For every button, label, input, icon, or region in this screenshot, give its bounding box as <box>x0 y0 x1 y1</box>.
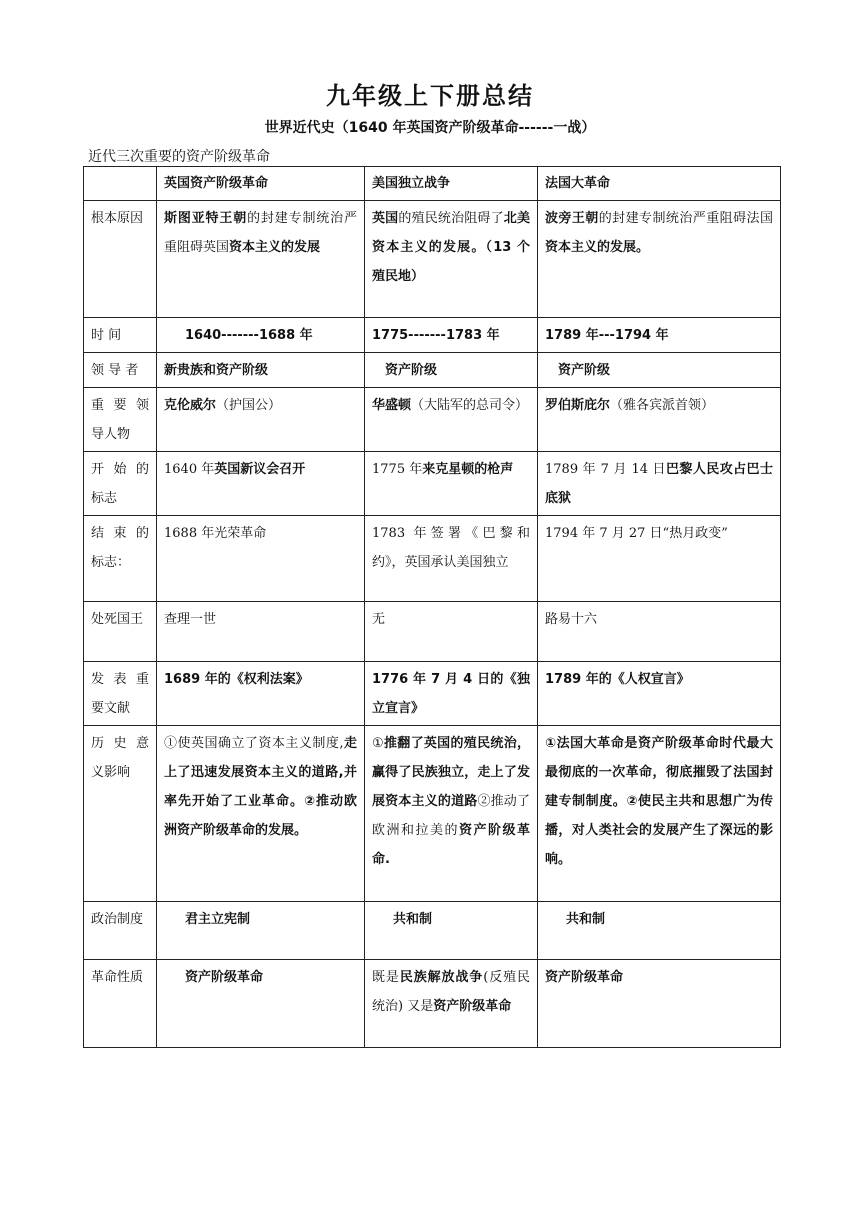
row-label: 领 导 者 <box>84 353 157 388</box>
row-label: 处死国王 <box>84 602 157 662</box>
row-label: 结 束 的标志： <box>84 516 157 602</box>
bold-text: 1775-------1783 年 <box>372 328 500 343</box>
table-cell <box>157 960 365 1048</box>
table-row <box>84 318 781 353</box>
table-cell <box>365 516 538 602</box>
bold-text: 资产阶级革命 <box>433 999 512 1014</box>
cell-text: 无 <box>372 612 386 627</box>
bold-text: 1789 年---1794 年 <box>545 328 669 343</box>
bold-text: 君主立宪制 <box>185 912 251 927</box>
bold-text: 推翻了英国的殖民统治，赢得了民族独立，走上了发展资本主义的道路 <box>372 736 530 809</box>
page-title: 九年级上下册总结 <box>326 82 534 110</box>
table-cell <box>538 726 781 902</box>
table-cell <box>365 318 538 353</box>
cell-text: （大陆军的总司令） <box>411 398 529 413</box>
cell-text: ②推动了欧洲和拉美的 <box>372 794 530 838</box>
bold-text: 资产阶级革命 <box>545 970 624 985</box>
table-cell <box>365 662 538 726</box>
bold-text: 走上了迅速发展资本主义的道路,并率先开始了工业革命。 <box>164 736 357 809</box>
table-cell <box>157 902 365 960</box>
bold-text: 克伦威尔 <box>164 398 217 413</box>
bold-text: 斯图亚特王朝 <box>164 211 248 226</box>
bold-text: 罗伯斯庇尔 <box>545 398 611 413</box>
table-cell <box>157 201 365 318</box>
bold-text: 1789 年的《人权宣言》 <box>545 672 690 687</box>
bold-text: 资产阶级革命. <box>372 823 530 867</box>
row-label: 革命性质 <box>84 960 157 1048</box>
table-row <box>84 201 781 318</box>
table-cell <box>365 452 538 516</box>
cell-text: （护国公） <box>216 398 282 413</box>
cell-text: 1789 年 7 月 14 日 <box>545 462 666 477</box>
table-cell <box>157 388 365 452</box>
table-cell <box>157 318 365 353</box>
table-row <box>84 388 781 452</box>
bold-text: ②使民主共和思想广为传播，对人类社会的发展产生了深远的影响。 <box>545 794 773 867</box>
cell-text: （雅各宾派首领） <box>610 398 715 413</box>
header-cell-english: 英国资产阶级革命 <box>157 167 365 201</box>
table-cell <box>538 602 781 662</box>
bold-text: 资产阶级革命 <box>185 970 264 985</box>
bold-text: 英国 <box>372 211 399 226</box>
table-cell <box>365 726 538 902</box>
bold-text: 北美资本主义的发展。（13 个殖民地） <box>372 211 530 284</box>
table-cell <box>365 902 538 960</box>
table-cell <box>365 353 538 388</box>
page-subtitle: 世界近代史（1640 年英国资产阶级革命------一战） <box>264 120 596 136</box>
cell-text: 1640 年 <box>164 462 215 477</box>
row-label: 开 始 的标志 <box>84 452 157 516</box>
revolutions-table <box>83 166 781 1048</box>
table-cell <box>157 662 365 726</box>
row-label: 政治制度 <box>84 902 157 960</box>
bold-text: 资本主义的发展 <box>229 240 321 255</box>
cell-text: ① <box>372 736 384 751</box>
bold-text: 英国新议会召开 <box>214 462 306 477</box>
row-label: 历 史 意义影响 <box>84 726 157 902</box>
table-cell <box>538 318 781 353</box>
cell-text: 的封建专制统治严重阻碍法国 <box>598 211 773 226</box>
cell-text: 的殖民统治阻碍了 <box>398 211 504 226</box>
table-cell <box>157 353 365 388</box>
cell-text: 1783 年签署《巴黎和约》，英国承认美国独立 <box>372 526 530 570</box>
row-label: 重 要 领导人物 <box>84 388 157 452</box>
table-row <box>84 662 781 726</box>
table-cell <box>538 388 781 452</box>
bold-text: 1689 年的《权利法案》 <box>164 672 309 687</box>
bold-text: 共和制 <box>393 912 433 927</box>
cell-text: 既是 <box>372 970 400 985</box>
bold-text: 民族解放战争 <box>399 970 484 985</box>
section-heading: 近代三次重要的资产阶级革命 <box>88 149 270 165</box>
bold-text: 1640-------1688 年 <box>185 328 313 343</box>
table-header-row <box>84 167 781 201</box>
table-cell <box>157 602 365 662</box>
table-row <box>84 516 781 602</box>
cell-text: 1775 年 <box>372 462 423 477</box>
table-row <box>84 902 781 960</box>
table-cell <box>538 452 781 516</box>
header-cell-american: 美国独立战争 <box>365 167 538 201</box>
table-cell <box>365 602 538 662</box>
table-row <box>84 602 781 662</box>
bold-text: 波旁王朝 <box>545 211 599 226</box>
cell-text: 查理一世 <box>164 612 217 627</box>
cell-text: 1688 年光荣革命 <box>164 526 267 541</box>
row-label: 时 间 <box>84 318 157 353</box>
table-cell <box>365 201 538 318</box>
cell-text: 1794 年 7 月 27 日“热月政变” <box>545 526 728 541</box>
row-label: 发 表 重要文献 <box>84 662 157 726</box>
header-cell-empty <box>84 167 157 201</box>
bold-text: 共和制 <box>566 912 606 927</box>
bold-text: 资产阶级 <box>558 363 611 378</box>
row-label: 根本原因 <box>84 201 157 318</box>
table-row <box>84 452 781 516</box>
table-row <box>84 960 781 1048</box>
table-cell <box>538 960 781 1048</box>
table-row <box>84 353 781 388</box>
table-cell <box>538 353 781 388</box>
bold-text: ②推动欧洲资产阶级革命的发展。 <box>164 794 357 838</box>
cell-text: 的封建专制统治严重阻碍英国 <box>164 211 357 255</box>
table-cell <box>538 662 781 726</box>
cell-text: (反殖民统治) 又是 <box>372 970 530 1014</box>
table-cell <box>538 902 781 960</box>
table-row <box>84 726 781 902</box>
table-cell <box>538 201 781 318</box>
header-cell-french: 法国大革命 <box>538 167 781 201</box>
table-cell <box>157 452 365 516</box>
bold-text: 资本主义的发展。 <box>545 240 650 255</box>
bold-text: 巴黎人民攻占巴士底狱 <box>545 462 773 506</box>
bold-text: 资产阶级 <box>385 363 438 378</box>
bold-text: 来克星顿的枪声 <box>422 462 514 477</box>
bold-text: 华盛顿 <box>372 398 412 413</box>
table-cell <box>538 516 781 602</box>
bold-text: 新贵族和资产阶级 <box>164 363 269 378</box>
bold-text: ①法国大革命是资产阶级革命时代最大最彻底的一次革命，彻底摧毁了法国封建专制制度。 <box>545 736 773 809</box>
cell-text: 路易十六 <box>545 612 598 627</box>
table-cell <box>365 960 538 1048</box>
table-cell <box>365 388 538 452</box>
table-cell <box>157 726 365 902</box>
cell-text: ①使英国确立了资本主义制度, <box>164 736 344 751</box>
table-cell <box>157 516 365 602</box>
bold-text: 1776 年 7 月 4 日的《独立宣言》 <box>372 672 530 716</box>
